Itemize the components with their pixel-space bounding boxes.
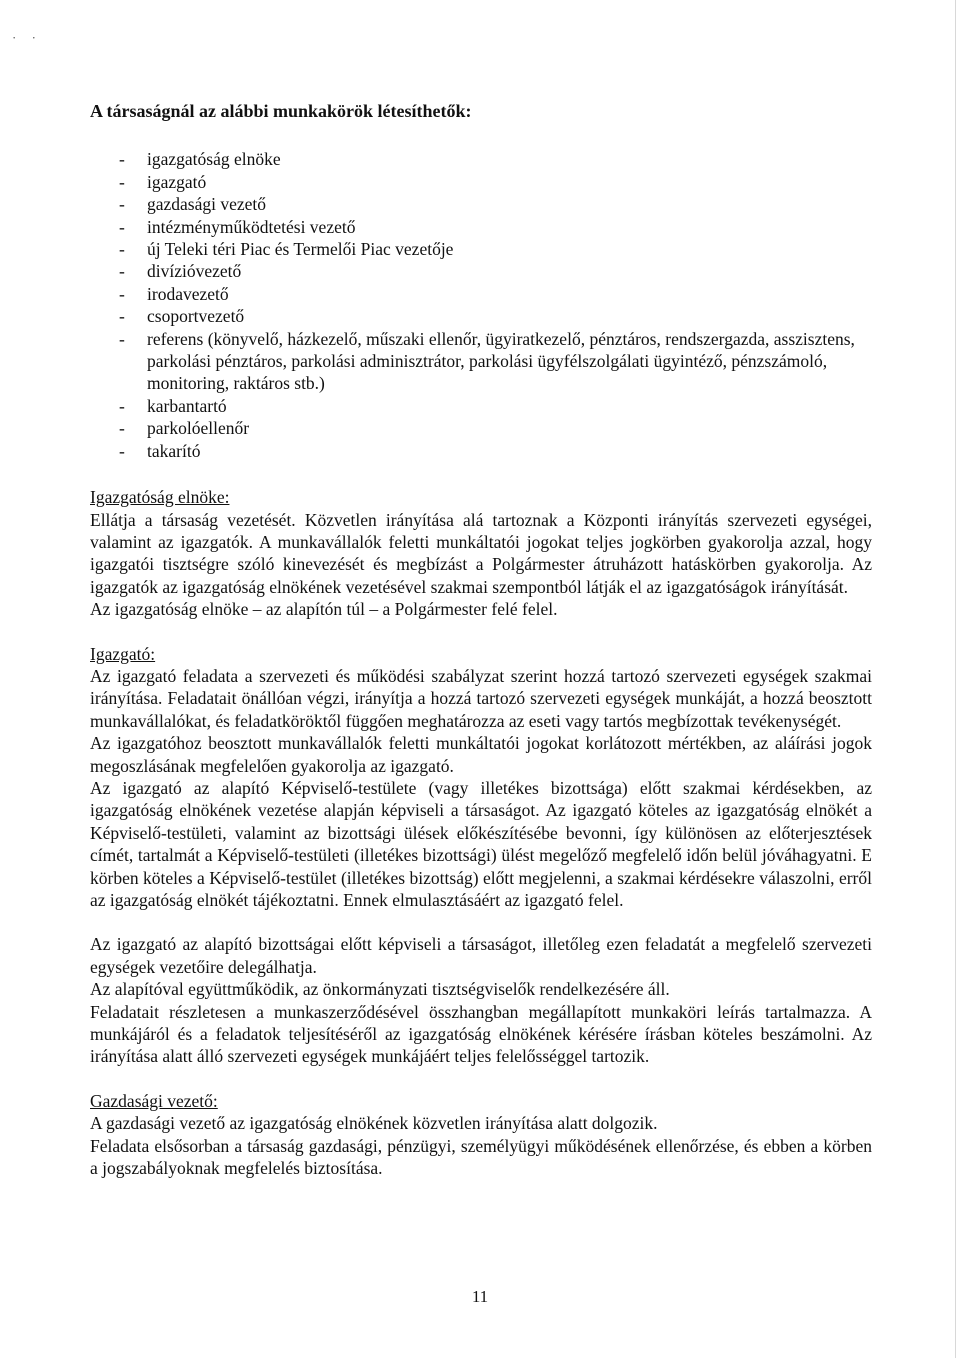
scan-artifact: · · <box>12 30 42 45</box>
list-item: - intézményműködtetési vezető <box>90 216 872 238</box>
list-item: - divízióvezető <box>90 260 872 282</box>
list-item: - irodavezető <box>90 283 872 305</box>
list-item: - igazgatóság elnöke <box>90 148 872 170</box>
list-item: - karbantartó <box>90 395 872 417</box>
list-item: - referens (könyvelő, házkezelő, műszaki ellenőr, ügyiratkezelő, pénztáros, rendszergazda, asszisztens, parkolási pénztáros, parkolási adminisztrátor, parkolási ügyfélszolgálati ügyintéző, pénzszámoló, monitoring, raktáros stb.) <box>90 328 872 395</box>
paragraph: Az igazgató feladata a szervezeti és működési szabályzat szerint hozzá tartozó szervezeti egységek szakmai irányítása. Feladatait önállóan végzi, irányítja a hozzá tartozó szervezeti egységek munkáját, a hozzá beosztott munkavállalókat, és feladatköröktől függően meghatározza az eseti vagy tartós megbízottak tevékenységét. <box>90 665 872 731</box>
section-chairman <box>90 486 872 620</box>
list-item: - parkolóellenőr <box>90 417 872 439</box>
paragraph: A gazdasági vezető az igazgatóság elnökének közvetlen irányítása alatt dolgozik. <box>90 1113 658 1134</box>
paragraph: Feladatait részletesen a munkaszerződésével összhangban megállapított munkaköri leírás tartalmazza. A munkájáról és a feladatok teljesítéséről az igazgatóság elnökének kérésére írásban köteles beszámolni. Az irányítása alatt álló szervezeti egységek munkájáért teljes felelősséggel tartozik. <box>90 1001 872 1067</box>
section-title: Igazgató: <box>90 643 156 664</box>
document-body <box>90 100 872 1179</box>
list-item: - csoportvezető <box>90 305 872 327</box>
page-heading: A társaságnál az alábbi munkakörök létesíthetők: <box>90 101 472 121</box>
list-item: - gazdasági vezető <box>90 193 872 215</box>
scan-edge-line <box>955 0 956 1358</box>
paragraph: Az igazgató az alapító bizottságai előtt képviseli a társaságot, illetőleg ezen feladatát a megfelelő szervezeti egységek vezetőire delegálhatja. <box>90 934 872 977</box>
list-item: - igazgató <box>90 171 872 193</box>
paragraph: Feladata elsősorban a társaság gazdasági, pénzügyi, személyügyi működésének ellenőrzése, és ebben a körben a jogszabályoknak megfelelés biztosítása. <box>90 1135 872 1179</box>
section-director <box>90 643 872 1068</box>
list-item: - takarító <box>90 440 872 462</box>
paragraph: Ellátja a társaság vezetését. Közvetlen irányítása alá tartoznak a Központi irányítás szervezeti egységei, valamint az igazgatók. A munkavállalók feletti munkáltatói jogokat teljes jogkörben gyakorolja azzal, hogy igazgatói tisztségre szóló kinevezését és megbízást a Polgármester átruházott hatáskörben gyakorolja. Az igazgatók az igazgatóság elnökének vezetésével szakmai szempontból látják el az igazgatóságok irányítását. <box>90 509 872 597</box>
paragraph: Az alapítóval együttműködik, az önkormányzati tisztségviselők rendelkezésére áll. <box>90 979 670 1000</box>
paragraph: Az igazgató az alapító Képviselő-testülete (vagy illetékes bizottsága) előtt szakmai kérdésekben, az igazgatóság elnökének vezetése alapján képviseli a társaságot. Az igazgató köteles az igazgatóság elnökét a Képviselő-testületi, valamint az bizottsági ülések előkészítésébe bevonni, így különösen az előterjesztések címét, tartalmát a Képviselő-testületi (illetékes bizottsági) ülést megelőző megfelelő időn belül jóváhagyatni. E körben köteles a Képviselő-testület (illetékes bizottság) előtt megjelenni, a szakmai kérdésekre válaszolni, erről az igazgatóság elnökét tájékoztatni. Ennek elmulasztásáért az igazgató felel. <box>90 777 872 910</box>
paragraph: Az igazgatóhoz beosztott munkavállalók feletti munkáltatói jogokat korlátozott mértékben, az aláírási jogok megoszlásának megfelelően gyakorolja az igazgató. <box>90 733 872 776</box>
list-item: - új Teleki téri Piac és Termelői Piac vezetője <box>90 238 872 260</box>
section-title: Igazgatóság elnöke: <box>90 487 230 508</box>
section-title: Gazdasági vezető: <box>90 1090 218 1111</box>
section-finance <box>90 1090 872 1180</box>
page-number: 11 <box>471 1287 489 1306</box>
position-list <box>90 148 872 462</box>
paragraph: Az igazgatóság elnöke – az alapítón túl – a Polgármester felé felel. <box>90 599 558 620</box>
